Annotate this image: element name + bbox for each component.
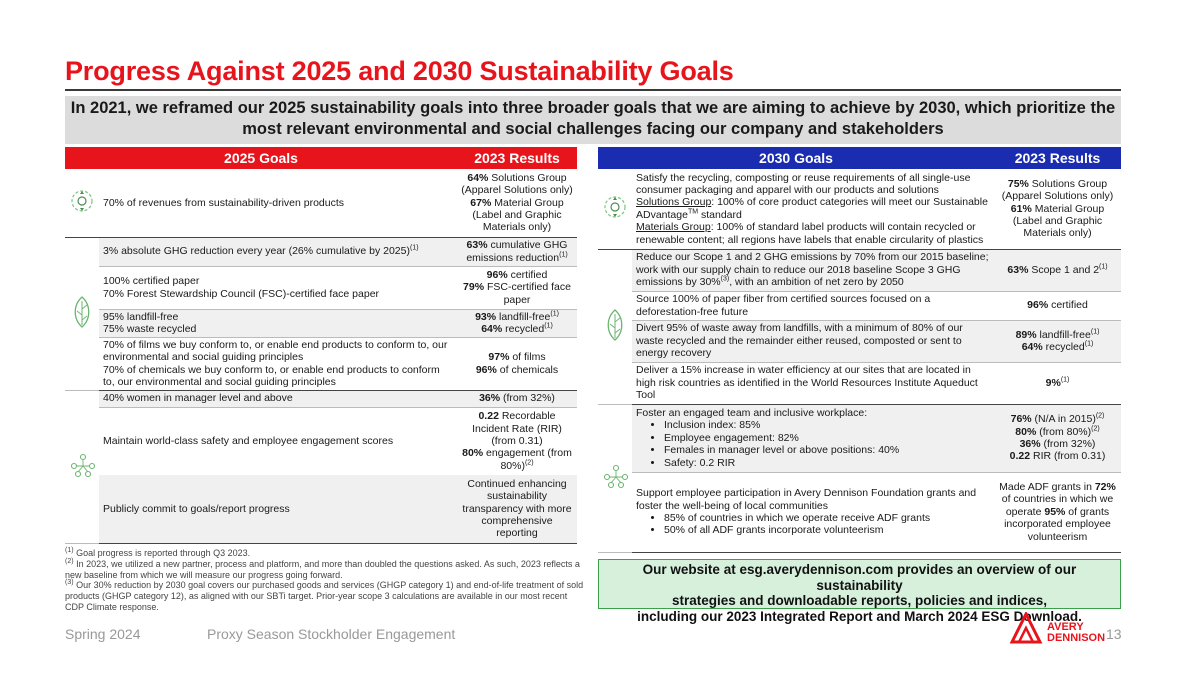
table-row <box>598 362 1121 404</box>
footnote-3: $^{(3)}$ Our 30% reduction by 2030 goal covers our purchased goods and services (GHGP category 1) and end-of-life treatment of sold products (GHGP category 12), as aligned with our SBTi target. Prior-year scope 3 calculations are available in our most recent CDP Climate response. <box>65 579 584 612</box>
people-network-icon <box>65 390 99 543</box>
table-row <box>598 320 1121 362</box>
table-row <box>598 291 1121 320</box>
list-item: • Employee engagement: 82% <box>664 432 990 444</box>
result-text: 63% Scope 1 and 2$^{(1)}$ <box>994 249 1121 291</box>
recycle-circle-icon <box>598 169 632 249</box>
title-divider <box>65 89 1121 91</box>
people-network-icon <box>598 404 632 552</box>
table-row <box>65 337 577 390</box>
list-item: • 50% of all ADF grants incorporate volunteerism <box>664 524 990 536</box>
table-row <box>65 309 577 337</box>
footer-subject: Proxy Season Stockholder Engagement <box>207 626 456 642</box>
intro-banner: In 2021, we reframed our 2025 sustainability goals into three broader goals that we are aiming to achieve by 2030, which prioritize the most relevant environmental and social challenges facing our company and stakeholders <box>65 96 1121 144</box>
result-text: 63% cumulative GHG emissions reduction$^{(1)}$ <box>457 237 577 266</box>
goal-text: Source 100% of paper fiber from certified sources focused on a deforestation-free future <box>632 291 994 320</box>
footnote-2: $^{(2)}$ In 2023, we utilized a new partner, process and platform, and more than doubled the questions asked. As such, 2023 reflects a new baseline from which we will measure our progress going forward. <box>65 557 580 580</box>
result-text: 96% certified <box>994 291 1121 320</box>
result-text: 89% landfill-free$^{(1)}$ 64% recycled$^{(1)}$ <box>994 320 1121 362</box>
leaf-icon <box>65 237 99 390</box>
goal-text: Deliver a 15% increase in water efficiency at our sites that are located in high risk countries as identified in the World Resources Institute Aqueduct Tool <box>632 362 994 404</box>
result-text: 96% certified 79% FSC-certified face paper <box>457 266 577 309</box>
table-row <box>65 475 577 543</box>
footnotes <box>65 548 585 613</box>
recycle-circle-icon <box>65 169 99 237</box>
table-row <box>598 404 1121 472</box>
table-row <box>65 407 577 475</box>
goal-text: 100% certified paper 70% Forest Stewardship Council (FSC)-certified face paper <box>99 266 457 309</box>
goal-text: Reduce our Scope 1 and 2 GHG emissions by 70% from our 2015 baseline; work with our supply chain to reduce our 2018 baseline Scope 3 GHG emissions by 30%$^{(3)}$, with an ambition of net zero by 2050 <box>632 249 994 291</box>
goal-text: 40% women in manager level and above <box>99 390 457 407</box>
goal-text: 70% of films we buy conform to, or enable end products to conform to, our environmental and social guiding principles 70% of chemicals we buy conform to, or enable end products to conform to, our environmental and social guiding principles <box>99 337 457 390</box>
goal-text: 3% absolute GHG reduction every year (26% cumulative by 2025)$^{(1)}$ <box>99 237 457 266</box>
table-row <box>65 169 577 237</box>
result-text: Continued enhancing sustainability transparency with more comprehensive reporting <box>457 475 577 543</box>
header-2023-results: 2023 Results <box>457 147 577 169</box>
page-number: 13 <box>1106 626 1122 642</box>
list-item: • Females in manager level or above positions: 40% <box>664 444 990 456</box>
table-row <box>65 266 577 309</box>
result-text: 76% (N/A in 2015)$^{(2)}$ 80% (from 80%)$^{(2)}$ 36% (from 32%) 0.22 RIR (from 0.31) <box>994 404 1121 472</box>
result-text: 75% Solutions Group (Apparel Solutions only) 61% Material Group (Label and Graphic Materials only) <box>994 169 1121 249</box>
result-text: 0.22 Recordable Incident Rate (RIR) (from 0.31) 80% engagement (from 80%)$^{(2)}$ <box>462 410 572 472</box>
goal-text: 95% landfill-free 75% waste recycled <box>99 309 457 337</box>
header-2030-goals: 2030 Goals <box>598 147 994 169</box>
logo-text: AVERY DENNISON <box>1047 621 1106 644</box>
goals-2030-table <box>598 147 1121 553</box>
goal-text: 70% of revenues from sustainability-driven products <box>99 169 457 237</box>
table-row <box>65 390 577 407</box>
table-row <box>598 249 1121 291</box>
table-row <box>65 237 577 266</box>
goal-text: Satisfy the recycling, composting or reuse requirements of all single-use consumer packaging and apparel with our products and solutions Solutions Group: 100% of core product categories will meet our Sustainable ADvantage™ standard Materials Group: 100% of standard label products will contain recycled or renewable content; all regions have labels that enable circularity of plastics <box>632 169 994 249</box>
page-title: Progress Against 2025 and 2030 Sustainability Goals <box>65 56 734 86</box>
header-2025-goals: 2025 Goals <box>65 147 457 169</box>
footer-season: Spring 2024 <box>65 626 141 642</box>
table-row <box>598 472 1121 552</box>
result-text: 97% of films 96% of chemicals <box>457 337 577 390</box>
goals-2025-table <box>65 147 577 544</box>
table-row <box>598 169 1121 249</box>
goal-text: Support employee participation in Avery Dennison Foundation grants and foster the well-being of local communities • 85% of countries in which we operate receive ADF grants • 50% of all ADF grants incorporate volunteerism <box>632 472 994 552</box>
goal-text: Foster an engaged team and inclusive workplace: • Inclusion index: 85% • Employee engagement: 82% • Females in manager level or above positions: 40% • Safety: 0.2 RIR <box>632 404 994 472</box>
result-text: 36% (from 32%) <box>457 390 577 407</box>
list-item: • 85% of countries in which we operate receive ADF grants <box>664 512 990 524</box>
result-text: 9%$^{(1)}$ <box>994 362 1121 404</box>
footnote-1: $^{(1)}$ Goal progress is reported through Q3 2023. <box>65 547 251 558</box>
goal-text: Maintain world-class safety and employee engagement scores <box>103 435 394 448</box>
goal-text: Divert 95% of waste away from landfills, with a minimum of 80% of our waste recycled and the remainder either reused, composted or sent to energy recovery <box>632 320 994 362</box>
header-2023-results: 2023 Results <box>994 147 1121 169</box>
list-item: • Safety: 0.2 RIR <box>664 457 990 469</box>
goal-text: Publicly commit to goals/report progress <box>99 475 457 543</box>
website-callout: Our website at esg.averydennison.com provides an overview of our sustainability strategies and downloadable reports, policies and indices, including our 2023 Integrated Report and March 2024 ESG Download. <box>598 559 1121 609</box>
list-item: • Inclusion index: 85% <box>664 419 990 431</box>
leaf-icon <box>598 249 632 404</box>
result-text: 93% landfill-free$^{(1)}$ 64% recycled$^{(1)}$ <box>457 309 577 337</box>
result-text: Made ADF grants in 72% of countries in which we operate 95% of grants incorporated employee volunteerism <box>994 472 1121 552</box>
result-text: 64% Solutions Group (Apparel Solutions only) 67% Material Group (Label and Graphic Materials only) <box>457 169 577 237</box>
